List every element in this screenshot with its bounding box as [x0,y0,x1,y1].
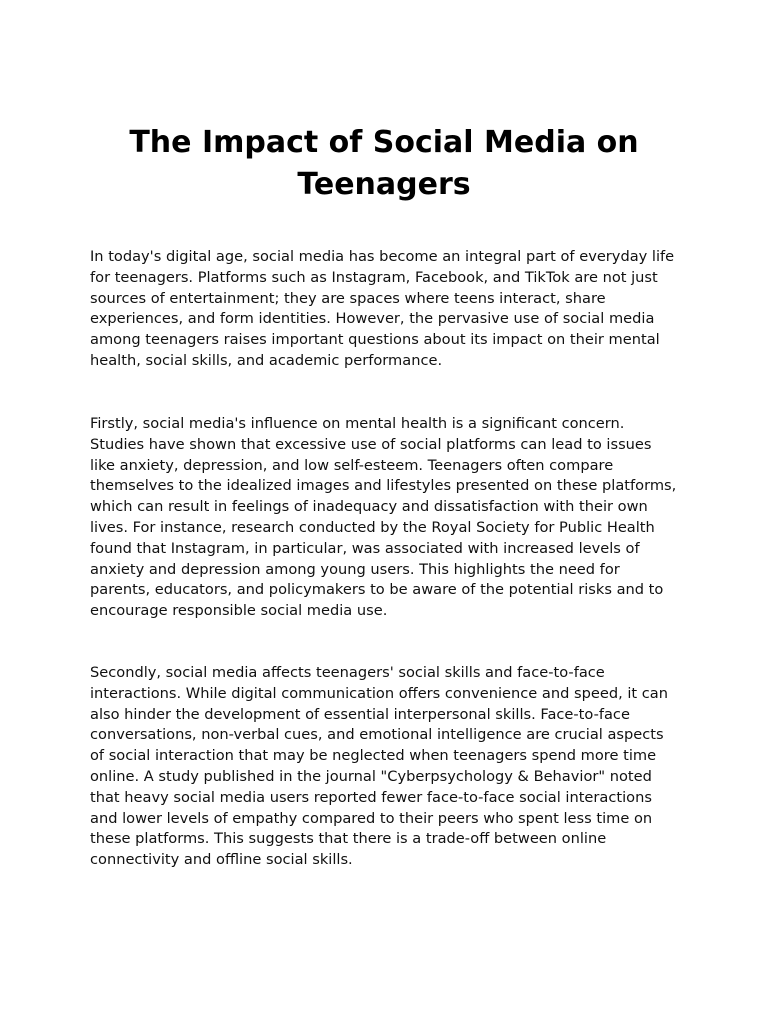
paragraph-intro: In today's digital age, social media has become an integral part of everyday life for teenagers. Platforms such as Instagram, Facebook, and TikTok are not just sources of entertainment; they are spaces where teens interact, share experiences, and form identities. However, the pervasive use of social media among teenagers raises important questions about its impact on their mental health, social skills, and academic performance. [90,248,675,369]
paragraph-mental-health: Firstly, social media's influence on mental health is a significant concern. Studies have shown that excessive use of social platforms can lead to issues like anxiety, depression, and low self-esteem. Teenagers often compare themselves to the idealized images and lifestyles presented on these platforms, which can result in feelings of inadequacy and dissatisfaction with their own lives. For instance, research conducted by the Royal Society for Public Health found that Instagram, in particular, was associated with increased levels of anxiety and depression among young users. This highlights the need for parents, educators, and policymakers to be aware of the potential risks and to encourage responsible social media use. [90,415,677,620]
paragraph-social-skills: Secondly, social media affects teenagers' social skills and face-to-face interactions. While digital communication offers convenience and speed, it can also hinder the development of essential interpersonal skills. Face-to-face conversations, non-verbal cues, and emotional intelligence are crucial aspects of social interaction that may be neglected when teenagers spend more time online. A study published in the journal "Cyberpsychology & Behavior" noted that heavy social media users reported fewer face-to-face social interactions and lower levels of empathy compared to their peers who spent less time on these platforms. This suggests that there is a trade-off between online connectivity and offline social skills. [90,664,668,869]
document-title: The Impact of Social Media on Teenagers [129,125,639,202]
